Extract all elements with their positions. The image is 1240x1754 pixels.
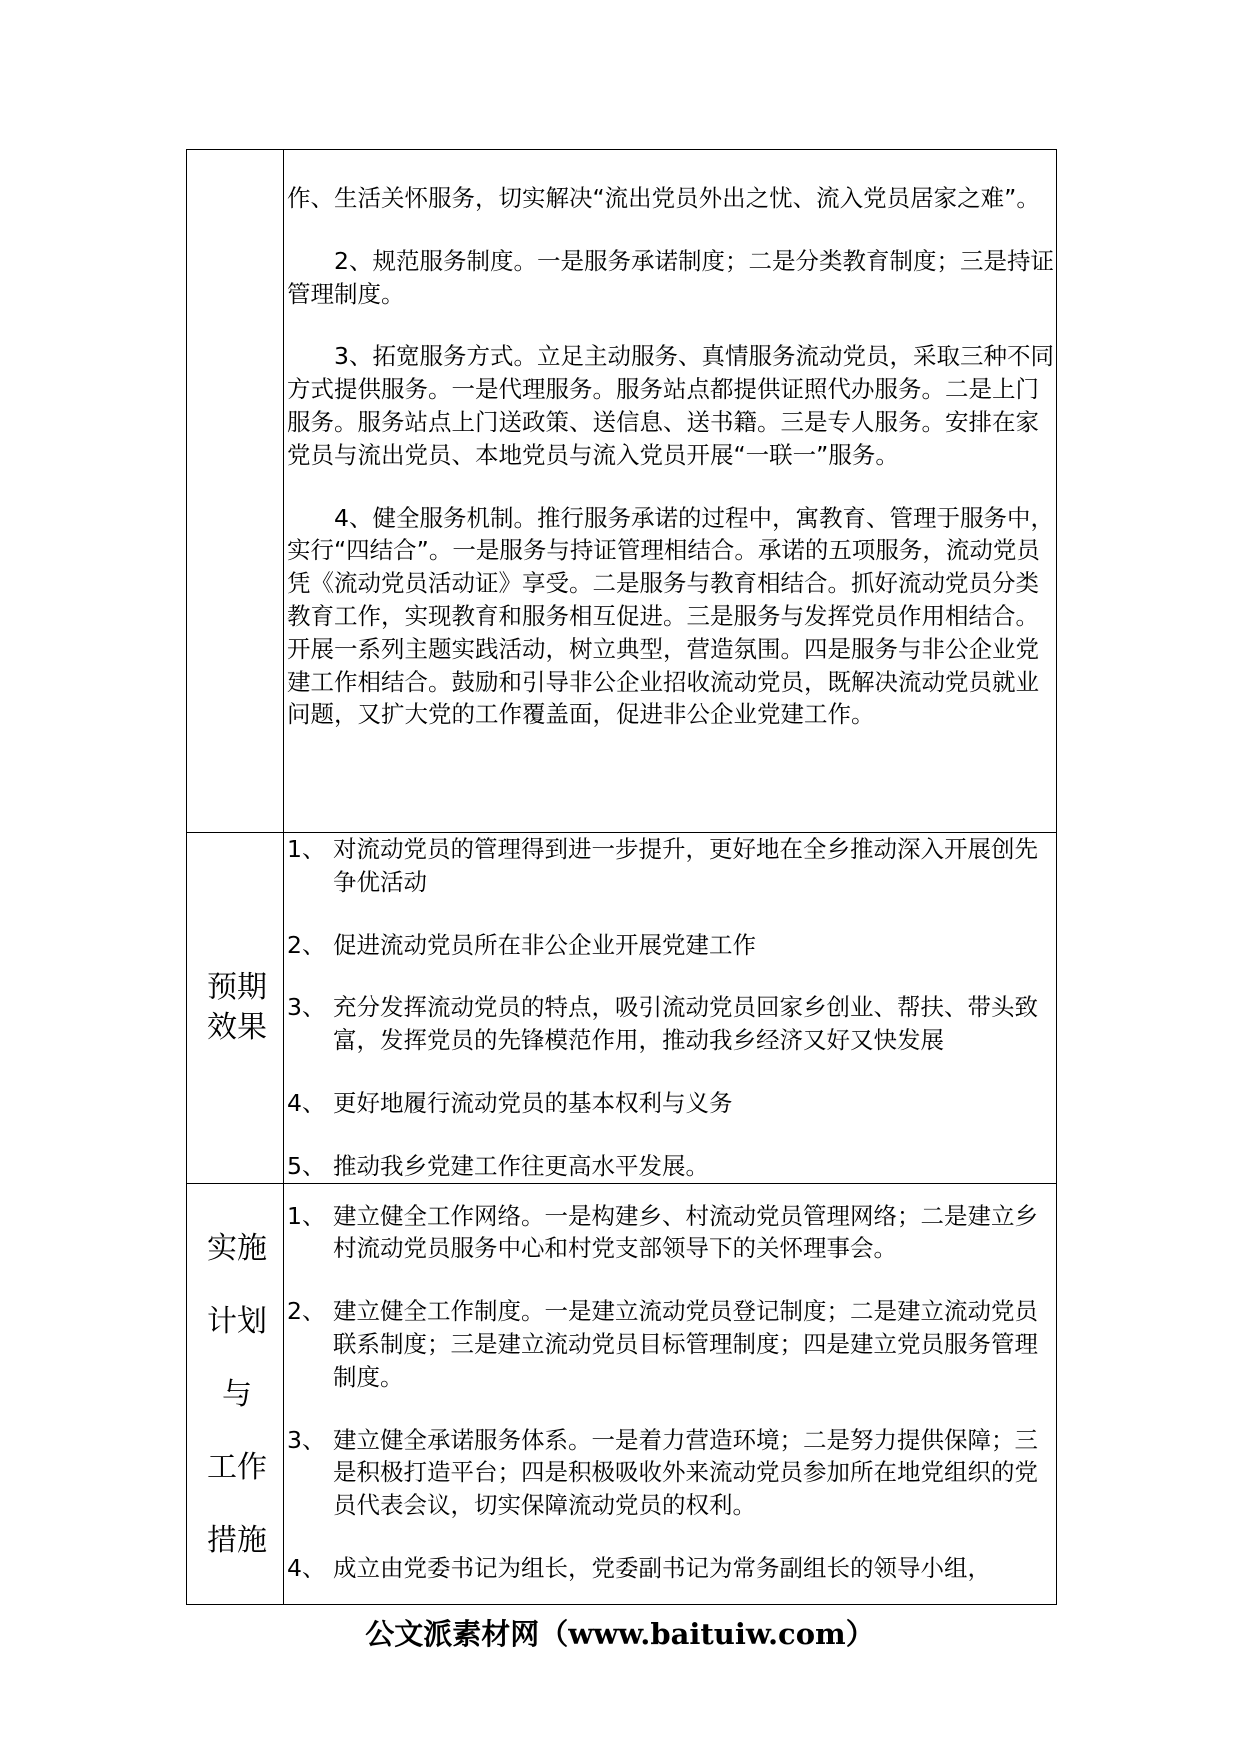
paragraph: 4、健全服务机制。推行服务承诺的过程中，寓教育、管理于服务中，实行“四结合”。一是服务与持证管理相结合。承诺的五项服务，流动党员凭《流动党员活动证》享受。二是服务与教育相结合。抓好流动党员分类教育工作，实现教育和服务相互促进。三是服务与发挥党员作用相结合。开展一系列主题实践活动，树立典型，营造氛围。四是服务与非公企业党建工作相结合。鼓励和引导非公企业招收流动党员，既解决流动党员就业问题，又扩大党的工作覆盖面，促进非公企业党建工作。 [287, 503, 1054, 729]
item-text: 推动我乡党建工作往更高水平发展。 [333, 1151, 709, 1180]
item-text: 促进流动党员所在非公企业开展党建工作 [333, 930, 756, 959]
item-number: 4、 [287, 1088, 326, 1117]
row-label-cell [187, 150, 284, 833]
item-number: 2、 [287, 930, 326, 959]
table-row [187, 150, 1057, 833]
label-line: 与 [222, 1376, 252, 1412]
list-item [287, 1552, 1055, 1585]
paragraph: 3、拓宽服务方式。立足主动服务、真情服务流动党员，采取三种不同方式提供服务。一是代理服务。服务站点都提供证照代办服务。二是上门服务。服务站点上门送政策、送信息、送书籍。三是专人服务。安排在家党员与流出党员、本地党员与流入党员开展“一联一”服务。 [287, 342, 1054, 469]
item-number: 1、 [287, 1201, 326, 1230]
list-item [287, 1087, 1055, 1120]
table-row [187, 833, 1057, 1184]
content-block [284, 833, 1056, 1183]
item-text: 建立健全承诺服务体系。一是着力营造环境；二是努力提供保障；三是积极打造平台；四是积极吸收外来流动党员参加所在地党组织的党员代表会议，切实保障流动党员的权利。 [333, 1425, 1038, 1520]
label-line: 措施 [207, 1522, 267, 1558]
item-number: 1、 [287, 835, 326, 863]
list-item [287, 1150, 1055, 1183]
row-label-cell [187, 833, 284, 1184]
list-item [287, 833, 1055, 899]
item-text: 成立由党委书记为组长，党委副书记为常务副组长的领导小组， [333, 1553, 991, 1582]
item-text: 更好地履行流动党员的基本权利与义务 [333, 1088, 733, 1117]
row-label-implementation-plan [187, 1184, 283, 1577]
paragraph: 2、规范服务制度。一是服务承诺制度；二是分类教育制度；三是持证管理制度。 [287, 246, 1054, 308]
list-item [287, 991, 1055, 1057]
row-label-cell [187, 1183, 284, 1604]
list-item [287, 929, 1055, 962]
item-text: 对流动党员的管理得到进一步提升，更好地在全乡推动深入开展创先争优活动 [333, 835, 1038, 896]
row-label-expected-effect [187, 968, 283, 1048]
list-item [287, 1200, 1055, 1266]
label-line: 实施 [207, 1230, 267, 1266]
item-number: 3、 [287, 993, 326, 1022]
paragraph: 作、生活关怀服务，切实解决“流出党员外出之忧、流入党员居家之难”。 [287, 184, 1040, 212]
label-line: 计划 [207, 1303, 267, 1339]
item-text: 建立健全工作制度。一是建立流动党员登记制度；二是建立流动党员联系制度；三是建立流动党员目标管理制度；四是建立党员服务管理制度。 [333, 1297, 1038, 1391]
table-row [187, 1183, 1057, 1604]
item-number: 5、 [287, 1151, 326, 1180]
content-table [186, 149, 1057, 1605]
row-content-cell [284, 1183, 1057, 1604]
item-text: 建立健全工作网络。一是构建乡、村流动党员管理网络；二是建立乡村流动党员服务中心和村党支部领导下的关怀理事会。 [333, 1201, 1038, 1263]
row-content-cell [284, 150, 1057, 833]
footer-watermark: 公文派素材网（www.baituiw.com） [365, 1617, 875, 1651]
item-number: 4、 [287, 1553, 326, 1582]
content-block [284, 1184, 1056, 1585]
item-text: 充分发挥流动党员的特点，吸引流动党员回家乡创业、帮扶、带头致富，发挥党员的先锋模范作用，推动我乡经济又好又快发展 [333, 993, 1038, 1055]
label-line: 预期 [207, 969, 267, 1005]
label-line: 效果 [207, 1009, 267, 1045]
item-number: 2、 [287, 1297, 326, 1326]
row-content-cell [284, 833, 1057, 1184]
item-number: 3、 [287, 1425, 326, 1454]
list-item [287, 1295, 1055, 1393]
content-block [284, 150, 1056, 731]
list-item [287, 1424, 1055, 1522]
label-line: 工作 [207, 1449, 267, 1485]
